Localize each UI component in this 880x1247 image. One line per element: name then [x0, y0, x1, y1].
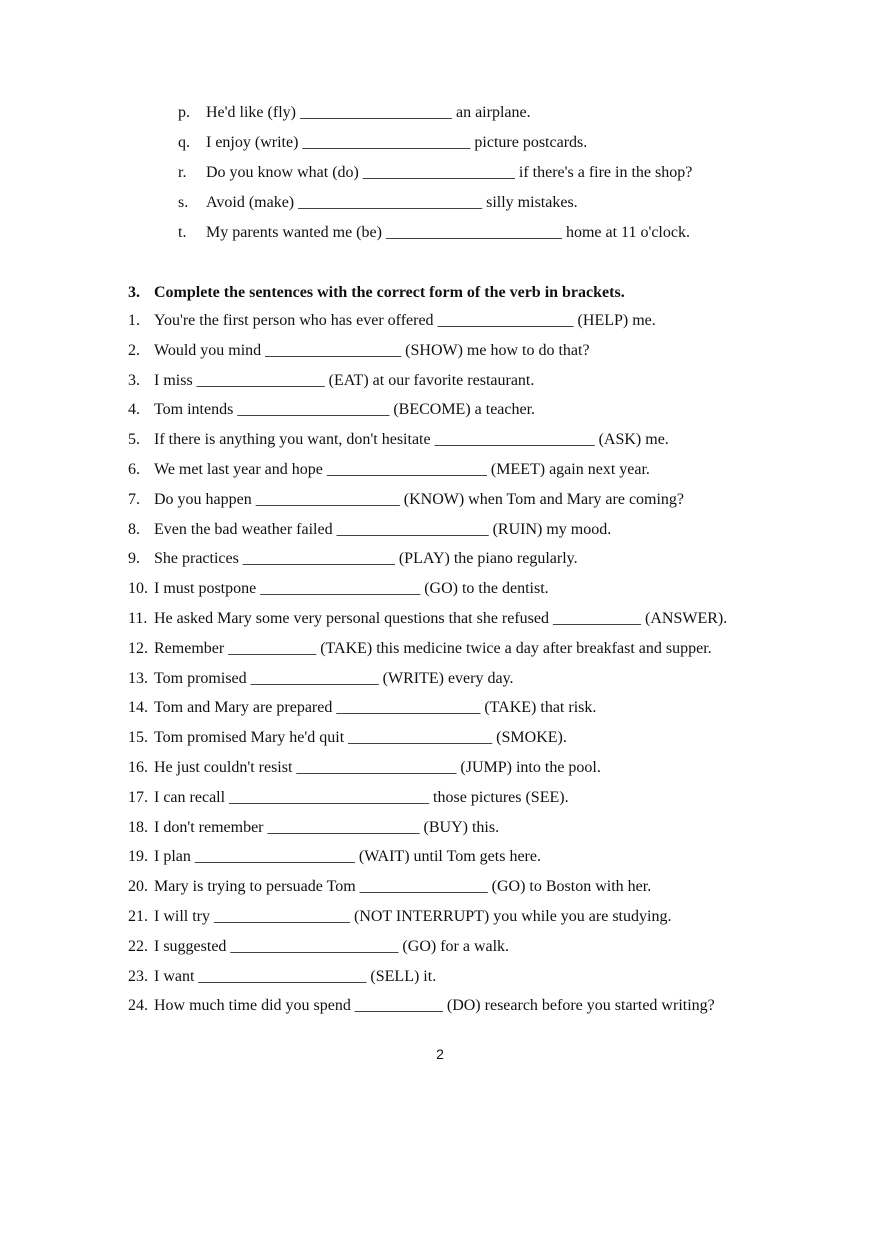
question-number: 19.: [128, 848, 148, 866]
question-row: [128, 874, 828, 904]
question-text: I suggested _____________________ (GO) for a walk.: [154, 937, 510, 955]
exercise-section-3: [128, 280, 828, 1023]
question-row: [128, 785, 828, 815]
question-number: 18.: [128, 818, 148, 836]
question-number: 10.: [128, 580, 148, 598]
section-title: Complete the sentences with the correct form of the verb in brackets.: [154, 284, 625, 301]
question-row: [128, 397, 828, 427]
question-row: [128, 695, 828, 725]
question-row: [128, 546, 828, 576]
question-text: Do you happen __________________ (KNOW) when Tom and Mary are coming?: [154, 490, 685, 508]
question-text: I must postpone ____________________ (GO) to the dentist.: [154, 580, 549, 598]
question-number: 21.: [128, 907, 148, 925]
item-text: He'd like (fly) ___________________ an airplane.: [206, 104, 531, 121]
question-number: 11.: [128, 609, 148, 627]
item-letter: p.: [178, 104, 190, 121]
item-letter: q.: [178, 134, 190, 151]
item-text: I enjoy (write) _____________________ picture postcards.: [206, 134, 588, 151]
question-text: I can recall _________________________ those pictures (SEE).: [154, 788, 569, 806]
item-text: My parents wanted me (be) ______________________ home at 11 o'clock.: [206, 224, 690, 241]
question-text: I plan ____________________ (WAIT) until Tom gets here.: [154, 848, 541, 866]
question-row: [128, 487, 828, 517]
section-heading: [128, 280, 828, 308]
question-number: 13.: [128, 669, 148, 687]
question-text: We met last year and hope ____________________ (MEET) again next year.: [154, 460, 650, 478]
question-row: [128, 517, 828, 547]
question-list: [128, 308, 828, 1023]
question-text: I miss ________________ (EAT) at our favorite restaurant.: [154, 371, 535, 389]
question-row: [128, 844, 828, 874]
question-number: 9.: [128, 550, 140, 568]
question-row: [128, 308, 828, 338]
question-number: 5.: [128, 431, 140, 449]
question-number: 16.: [128, 758, 148, 776]
exercise-item: [178, 190, 818, 220]
question-number: 4.: [128, 401, 140, 419]
question-text: Tom intends ___________________ (BECOME) a teacher.: [154, 401, 536, 419]
question-number: 20.: [128, 878, 148, 896]
exercise-item: [178, 100, 818, 130]
question-text: Would you mind _________________ (SHOW) me how to do that?: [154, 341, 590, 359]
question-text: You're the first person who has ever offered _________________ (HELP) me.: [154, 312, 656, 329]
question-number: 24.: [128, 997, 148, 1015]
question-row: [128, 338, 828, 368]
question-row: [128, 427, 828, 457]
question-text: Tom promised Mary he'd quit __________________ (SMOKE).: [154, 729, 567, 747]
question-number: 6.: [128, 460, 140, 478]
section-number: 3.: [128, 284, 140, 301]
question-number: 7.: [128, 490, 140, 508]
item-letter: s.: [178, 194, 189, 211]
question-text: Even the bad weather failed ___________________ (RUIN) my mood.: [154, 520, 612, 538]
question-number: 22.: [128, 937, 148, 955]
question-text: I want _____________________ (SELL) it.: [154, 967, 437, 985]
question-row: [128, 636, 828, 666]
question-text: Remember ___________ (TAKE) this medicine twice a day after breakfast and supper.: [154, 639, 712, 657]
question-text: Tom and Mary are prepared __________________ (TAKE) that risk.: [154, 699, 597, 717]
question-text: He just couldn't resist ____________________ (JUMP) into the pool.: [154, 758, 601, 776]
question-row: [128, 457, 828, 487]
exercise-item: [178, 160, 818, 190]
question-number: 1.: [128, 312, 140, 329]
question-text: I will try _________________ (NOT INTERRUPT) you while you are studying.: [154, 907, 672, 925]
question-row: [128, 666, 828, 696]
question-row: [128, 606, 828, 636]
question-text: He asked Mary some very personal questions that she refused ___________ (ANSWER).: [154, 609, 728, 627]
question-text: Tom promised ________________ (WRITE) every day.: [154, 669, 514, 687]
question-text: I don't remember ___________________ (BUY) this.: [154, 818, 500, 836]
question-text: Mary is trying to persuade Tom ________________ (GO) to Boston with her.: [154, 878, 652, 896]
exercise-item: [178, 130, 818, 160]
question-number: 2.: [128, 341, 140, 359]
question-number: 3.: [128, 371, 140, 389]
question-row: [128, 576, 828, 606]
question-row: [128, 815, 828, 845]
question-number: 14.: [128, 699, 148, 717]
question-row: [128, 755, 828, 785]
exercise-item: [178, 220, 818, 250]
question-row: [128, 904, 828, 934]
question-number: 23.: [128, 967, 148, 985]
question-number: 15.: [128, 729, 148, 747]
question-row: [128, 993, 828, 1023]
item-text: Do you know what (do) ___________________ if there's a fire in the shop?: [206, 164, 693, 181]
question-row: [128, 934, 828, 964]
question-number: 8.: [128, 520, 140, 538]
question-row: [128, 964, 828, 994]
question-text: How much time did you spend ___________ (DO) research before you started writing?: [154, 997, 715, 1015]
question-text: If there is anything you want, don't hesitate ____________________ (ASK) me.: [154, 431, 669, 449]
page-number: 2: [436, 1046, 444, 1062]
item-text: Avoid (make) _______________________ silly mistakes.: [206, 194, 578, 211]
question-row: [128, 368, 828, 398]
item-letter: t.: [178, 224, 187, 241]
continued-exercise-list: [178, 100, 818, 250]
question-number: 12.: [128, 639, 148, 657]
question-number: 17.: [128, 788, 148, 806]
item-letter: r.: [178, 164, 187, 181]
question-text: She practices ___________________ (PLAY) the piano regularly.: [154, 550, 578, 568]
question-row: [128, 725, 828, 755]
